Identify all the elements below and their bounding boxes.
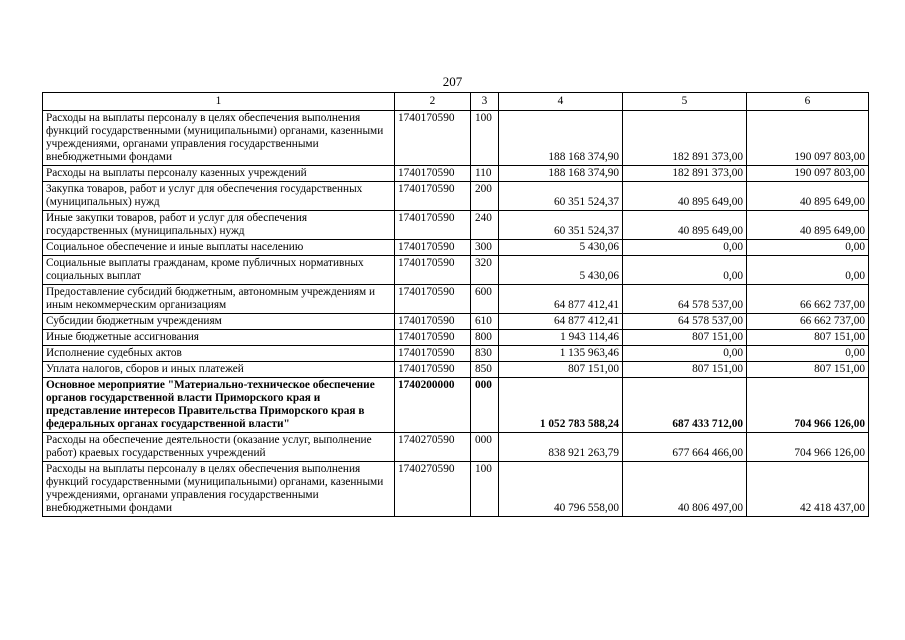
row-code: 1740170590 xyxy=(395,240,471,256)
row-value-4: 64 877 412,41 xyxy=(499,314,623,330)
table-body xyxy=(43,111,869,517)
row-value-5: 0,00 xyxy=(623,240,747,256)
row-value-4: 40 796 558,00 xyxy=(499,462,623,517)
row-value-5: 807 151,00 xyxy=(623,362,747,378)
row-vr: 300 xyxy=(471,240,499,256)
table-row xyxy=(43,346,869,362)
row-value-6: 40 895 649,00 xyxy=(747,182,869,211)
row-name: Расходы на выплаты персоналу казенных учреждений xyxy=(43,166,395,182)
table-row xyxy=(43,433,869,462)
row-vr: 100 xyxy=(471,462,499,517)
row-value-4: 60 351 524,37 xyxy=(499,211,623,240)
row-value-6: 42 418 437,00 xyxy=(747,462,869,517)
row-value-6: 0,00 xyxy=(747,256,869,285)
row-value-4: 1 943 114,46 xyxy=(499,330,623,346)
row-code: 1740270590 xyxy=(395,433,471,462)
row-name: Иные закупки товаров, работ и услуг для обеспечения государственных (муниципальных) нужд xyxy=(43,211,395,240)
table-row xyxy=(43,211,869,240)
row-value-6: 190 097 803,00 xyxy=(747,166,869,182)
row-value-6: 40 895 649,00 xyxy=(747,211,869,240)
row-value-5: 182 891 373,00 xyxy=(623,166,747,182)
row-vr: 100 xyxy=(471,111,499,166)
row-value-4: 838 921 263,79 xyxy=(499,433,623,462)
table-row xyxy=(43,362,869,378)
row-vr: 830 xyxy=(471,346,499,362)
row-value-4: 5 430,06 xyxy=(499,240,623,256)
row-name: Предоставление субсидий бюджетным, автономным учреждениям и иным некоммерческим организациям xyxy=(43,285,395,314)
row-value-5: 40 895 649,00 xyxy=(623,211,747,240)
row-name: Уплата налогов, сборов и иных платежей xyxy=(43,362,395,378)
row-value-6: 66 662 737,00 xyxy=(747,285,869,314)
table-row xyxy=(43,240,869,256)
row-name: Исполнение судебных актов xyxy=(43,346,395,362)
row-value-4: 60 351 524,37 xyxy=(499,182,623,211)
row-code: 1740170590 xyxy=(395,285,471,314)
row-vr: 200 xyxy=(471,182,499,211)
row-name: Социальные выплаты гражданам, кроме публичных нормативных социальных выплат xyxy=(43,256,395,285)
row-value-5: 40 895 649,00 xyxy=(623,182,747,211)
budget-table xyxy=(42,92,869,517)
column-header: 1 xyxy=(43,93,395,111)
row-code: 1740170590 xyxy=(395,211,471,240)
header-row xyxy=(43,93,869,111)
row-value-5: 64 578 537,00 xyxy=(623,314,747,330)
table-row xyxy=(43,182,869,211)
row-value-6: 704 966 126,00 xyxy=(747,433,869,462)
row-code: 1740170590 xyxy=(395,182,471,211)
table-row xyxy=(43,462,869,517)
row-vr: 000 xyxy=(471,433,499,462)
row-value-5: 182 891 373,00 xyxy=(623,111,747,166)
row-code: 1740170590 xyxy=(395,346,471,362)
table-row-bold xyxy=(43,378,869,433)
table-row xyxy=(43,314,869,330)
row-vr: 850 xyxy=(471,362,499,378)
row-value-4: 5 430,06 xyxy=(499,256,623,285)
row-value-4: 64 877 412,41 xyxy=(499,285,623,314)
row-name: Расходы на обеспечение деятельности (оказание услуг, выполнение работ) краевых государственных учреждений xyxy=(43,433,395,462)
row-value-5: 0,00 xyxy=(623,256,747,285)
row-code: 1740170590 xyxy=(395,166,471,182)
row-value-5: 40 806 497,00 xyxy=(623,462,747,517)
row-vr: 800 xyxy=(471,330,499,346)
column-header: 3 xyxy=(471,93,499,111)
row-value-4: 188 168 374,90 xyxy=(499,166,623,182)
row-code: 1740170590 xyxy=(395,111,471,166)
row-value-5: 0,00 xyxy=(623,346,747,362)
row-code: 1740170590 xyxy=(395,330,471,346)
row-code: 1740170590 xyxy=(395,256,471,285)
row-value-6: 66 662 737,00 xyxy=(747,314,869,330)
row-name: Социальное обеспечение и иные выплаты населению xyxy=(43,240,395,256)
row-value-6: 190 097 803,00 xyxy=(747,111,869,166)
table-row xyxy=(43,256,869,285)
row-value-5: 807 151,00 xyxy=(623,330,747,346)
row-vr: 110 xyxy=(471,166,499,182)
row-vr: 000 xyxy=(471,378,499,433)
row-vr: 600 xyxy=(471,285,499,314)
row-code: 1740170590 xyxy=(395,314,471,330)
row-value-4: 1 052 783 588,24 xyxy=(499,378,623,433)
row-value-6: 0,00 xyxy=(747,346,869,362)
row-code: 1740200000 xyxy=(395,378,471,433)
row-vr: 610 xyxy=(471,314,499,330)
row-value-6: 807 151,00 xyxy=(747,330,869,346)
column-header: 5 xyxy=(623,93,747,111)
row-value-6: 704 966 126,00 xyxy=(747,378,869,433)
table-row xyxy=(43,285,869,314)
row-value-5: 677 664 466,00 xyxy=(623,433,747,462)
row-name: Расходы на выплаты персоналу в целях обеспечения выполнения функций государственными (муниципальными) органами, казенными учреждениями, органами управления государственными внебюджетными фондами xyxy=(43,111,395,166)
row-name: Основное мероприятие "Материально-техническое обеспечение органов государственной власти Приморского края и представление интересов Правительства Приморского края в федеральных органах государственной власти" xyxy=(43,378,395,433)
table-row xyxy=(43,166,869,182)
table-row xyxy=(43,111,869,166)
row-value-4: 188 168 374,90 xyxy=(499,111,623,166)
row-value-5: 687 433 712,00 xyxy=(623,378,747,433)
row-code: 1740170590 xyxy=(395,362,471,378)
row-name: Закупка товаров, работ и услуг для обеспечения государственных (муниципальных) нужд xyxy=(43,182,395,211)
column-header: 2 xyxy=(395,93,471,111)
row-code: 1740270590 xyxy=(395,462,471,517)
column-header: 4 xyxy=(499,93,623,111)
row-name: Расходы на выплаты персоналу в целях обеспечения выполнения функций государственными (муниципальными) органами, казенными учреждениями, органами управления государственными внебюджетными фондами xyxy=(43,462,395,517)
row-value-4: 1 135 963,46 xyxy=(499,346,623,362)
row-name: Иные бюджетные ассигнования xyxy=(43,330,395,346)
column-header: 6 xyxy=(747,93,869,111)
row-name: Субсидии бюджетным учреждениям xyxy=(43,314,395,330)
row-value-6: 0,00 xyxy=(747,240,869,256)
row-vr: 320 xyxy=(471,256,499,285)
page-number: 207 xyxy=(442,74,463,89)
row-value-5: 64 578 537,00 xyxy=(623,285,747,314)
row-value-4: 807 151,00 xyxy=(499,362,623,378)
row-value-6: 807 151,00 xyxy=(747,362,869,378)
row-vr: 240 xyxy=(471,211,499,240)
table-row xyxy=(43,330,869,346)
